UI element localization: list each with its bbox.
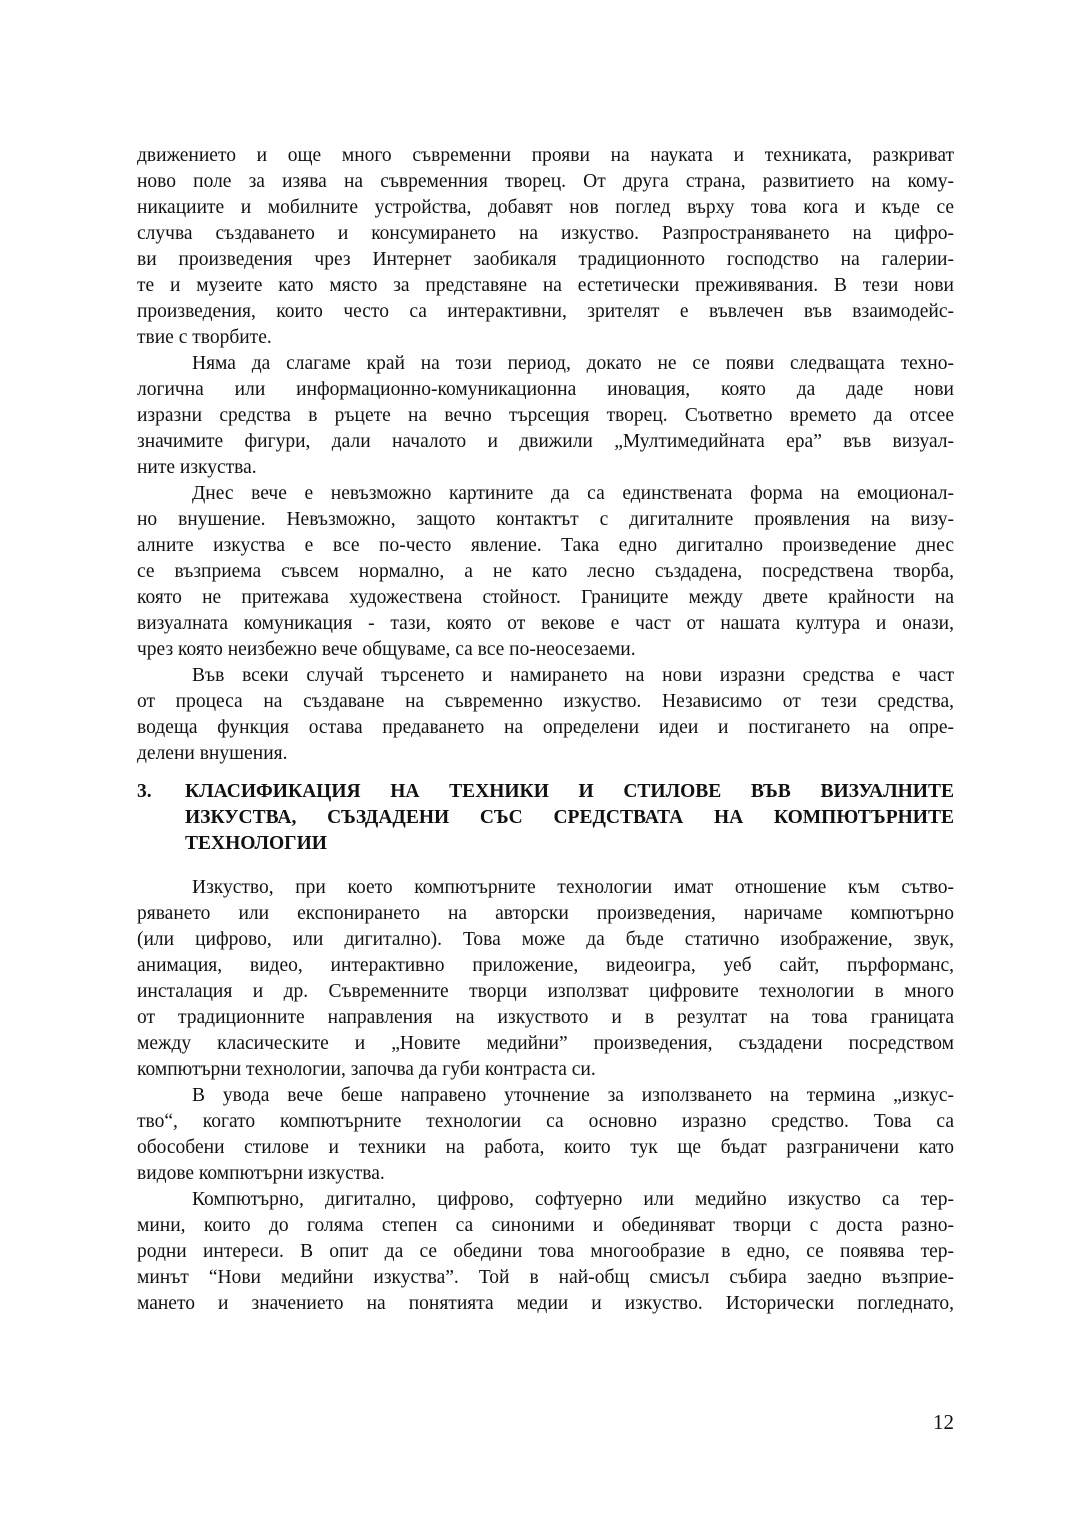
text-line: ново поле за изява на съвременния творец. От друга страна, развитието на кому- (137, 171, 954, 192)
section-heading (137, 779, 954, 857)
text-line: между класическите и „Новите медийни” произведения, създадени посредством (137, 1033, 954, 1054)
heading-line: ИЗКУСТВА, СЪЗДАДЕНИ СЪС СРЕДСТВАТА НА КОМПЮТЪРНИТЕ (185, 807, 954, 828)
text-line: водеща функция остава предаването на определени идеи и постигането на опре- (137, 717, 954, 738)
paragraph (137, 351, 954, 481)
paragraph (137, 143, 954, 351)
text-line: Компютърно, дигитално, цифрово, софтуерно или медийно изкуство са тер- (192, 1189, 954, 1210)
text-line: от процеса на създаване на съвременно изкуство. Независимо от тези средства, (137, 691, 954, 712)
paragraph (137, 481, 954, 663)
heading-line: КЛАСИФИКАЦИЯ НА ТЕХНИКИ И СТИЛОВЕ ВЪВ ВИЗУАЛНИТЕ (185, 781, 954, 802)
text-line: алните изкуства е все по-често явление. Така едно дигитално произведение днес (137, 535, 954, 556)
text-line: която не притежава художествена стойност. Границите между двете крайности на (137, 587, 954, 608)
text-line: Днес вече е невъзможно картините да са единствената форма на емоционал- (192, 483, 954, 504)
text-line: компютърни технологии, започва да губи контраста си. (137, 1059, 596, 1080)
text-line: делени внушения. (137, 743, 288, 764)
text-line: мането и значението на понятията медии и изкуство. Исторически погледнато, (137, 1293, 954, 1314)
text-line: чрез която неизбежно вече общуваме, са все по-неосезаеми. (137, 639, 636, 660)
paragraph (137, 1187, 954, 1317)
text-line: анимация, видео, интерактивно приложение, видеоигра, уеб сайт, пърформанс, (137, 955, 954, 976)
text-line: тво“, когато компютърните технологии са основно изразно средство. Това са (137, 1111, 954, 1132)
text-line: визуалната комуникация - тази, която от векове е част от нашата култура и онази, (137, 613, 954, 634)
text-line: движението и още много съвременни прояви на науката и техниката, разкриват (137, 145, 954, 166)
text-line: инсталация и др. Съвременните творци използват цифровите технологии в много (137, 981, 954, 1002)
text-line: но внушение. Невъзможно, защото контактът с дигиталните проявления на визу- (137, 509, 954, 530)
text-line: случва създаването и консумирането на изкуство. Разпространяването на цифро- (137, 223, 954, 244)
paragraph (137, 875, 954, 1083)
text-line: се възприема съвсем нормално, а не като лесно създадена, посредствена творба, (137, 561, 954, 582)
text-line: ните изкуства. (137, 457, 257, 478)
text-line: ряването или експонирането на авторски произведения, наричаме компютърно (137, 903, 954, 924)
heading-line: ТЕХНОЛОГИИ (185, 833, 327, 854)
text-line: логична или информационно-комуникационна иновация, която да даде нови (137, 379, 954, 400)
text-line: значимите фигури, дали началото и движили „Мултимедийната ера” във визуал- (137, 431, 954, 452)
text-line: (или цифрово, или дигитално). Това може да бъде статично изображение, звук, (137, 929, 954, 950)
text-line: Няма да слагаме край на този период, докато не се появи следващата техно- (192, 353, 954, 374)
text-line: твие с творбите. (137, 327, 272, 348)
text-line: от традиционните направления на изкуството и в резултат на това границата (137, 1007, 954, 1028)
section-title (185, 779, 954, 857)
text-line: ви произведения чрез Интернет заобикаля традиционното господство на галерии- (137, 249, 954, 270)
paragraph (137, 1083, 954, 1187)
text-line: минът “Нови медийни изкуства”. Той в най-общ смисъл събира заедно възприе- (137, 1267, 954, 1288)
paragraph (137, 663, 954, 767)
text-line: произведения, които често са интерактивни, зрителят е въвлечен във взаимодейс- (137, 301, 954, 322)
page-body (137, 143, 954, 1317)
page-number: 12 (933, 1410, 954, 1434)
text-line: обособени стилове и техники на работа, които тук ще бъдат разграничени като (137, 1137, 954, 1158)
text-line: родни интереси. В опит да се обедини това многообразие в едно, се появява тер- (137, 1241, 954, 1262)
text-line: те и музеите като място за представяне на естетически преживявания. В тези нови (137, 275, 954, 296)
section-number: 3. (137, 781, 152, 802)
text-line: изразни средства в ръцете на вечно търсещия творец. Съответно времето да отсее (137, 405, 954, 426)
text-line: видове компютърни изкуства. (137, 1163, 385, 1184)
text-line: никациите и мобилните устройства, добавят нов поглед върху това кога и къде се (137, 197, 954, 218)
text-line: В увода вече беше направено уточнение за използването на термина „изкус- (192, 1085, 954, 1106)
text-line: Изкуство, при което компютърните технологии имат отношение към сътво- (192, 877, 954, 898)
text-line: мини, които до голяма степен са синоними и обединяват творци с доста разно- (137, 1215, 954, 1236)
text-line: Във всеки случай търсенето и намирането на нови изразни средства е част (192, 665, 954, 686)
